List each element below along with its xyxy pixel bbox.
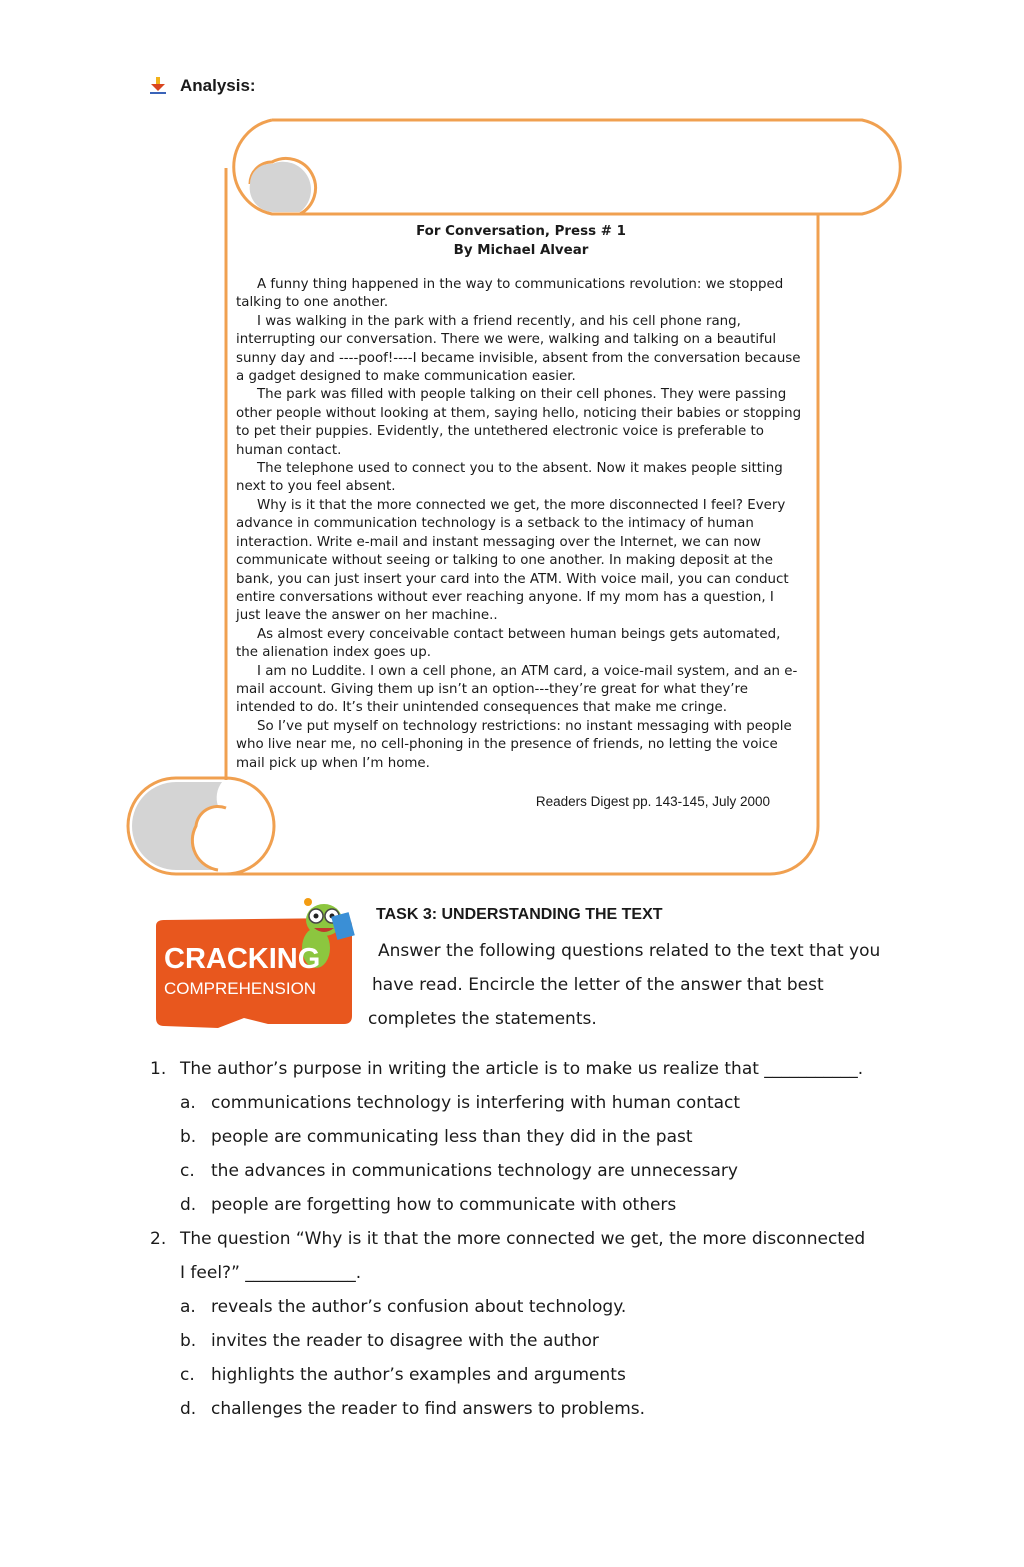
- question-text: I feel?” _____________.: [180, 1263, 362, 1283]
- article-paragraph: As almost every conceivable contact between human beings gets automated, the alienation index goes up.: [236, 626, 781, 661]
- option-text: communications technology is interfering with human contact: [211, 1093, 741, 1113]
- option-text: challenges the reader to find answers to problems.: [211, 1399, 646, 1419]
- article-paragraph: A funny thing happened in the way to communications revolution: we stopped talking to one another.: [236, 277, 784, 311]
- question-text: The author’s purpose in writing the article is to make us realize that ___________.: [180, 1059, 864, 1079]
- option-text: reveals the author’s confusion about technology.: [211, 1297, 627, 1317]
- option-letter[interactable]: b.: [180, 1127, 197, 1147]
- question-number: 2.: [150, 1229, 167, 1249]
- article-paragraph: Why is it that the more connected we get, the more disconnected I feel? Every advance in communication technology is a setback to the intimacy of human interaction. Write e-mail and instant messaging over the Internet, we can now communicate without seeing or talking to one another. In making deposit at the bank, you can just insert your card into the ATM. With voice mail, you can conduct entire conversations without ever reaching anyone. If my mom has a question, I just leave the answer on her machine..: [236, 497, 789, 624]
- article-paragraph: So I’ve put myself on technology restrictions: no instant messaging with people who live near me, no cell-phoning in the presence of friends, no letting the voice mail pick up when I’m home.: [236, 718, 792, 771]
- cracking-comprehension-badge: [148, 896, 360, 1034]
- option-text: people are forgetting how to communicate with others: [211, 1195, 677, 1215]
- article-paragraph: The telephone used to connect you to the absent. Now it makes people sitting next to you feel absent.: [236, 461, 783, 495]
- article-title: For Conversation, Press # 1: [416, 224, 626, 239]
- question-number: 1.: [150, 1059, 167, 1079]
- option-letter[interactable]: c.: [180, 1365, 195, 1385]
- bottom-curl: [132, 782, 222, 870]
- option-letter[interactable]: d.: [180, 1195, 197, 1215]
- badge-title: CRACKING: [164, 943, 321, 975]
- article-paragraph: The park was filled with people talking on their cell phones. They were passing other people without looking at them, saying hello, noticing their babies or stopping to pet their puppies. Evidently, the untethered electronic voice is preferable to human contact.: [236, 387, 802, 458]
- option-text: highlights the author’s examples and arguments: [211, 1365, 626, 1385]
- task-title: TASK 3: UNDERSTANDING THE TEXT: [376, 906, 663, 923]
- badge-subtitle: COMPREHENSION: [164, 979, 317, 998]
- section-heading: Analysis:: [180, 76, 256, 95]
- option-text: the advances in communications technology are unnecessary: [211, 1161, 738, 1181]
- article-paragraph: I am no Luddite. I own a cell phone, an ATM card, a voice-mail system, and an e-mail account. Giving them up isn’t an option---they’re great for what they’re intended to do. It’s their unintended consequences that make me cringe.: [236, 663, 798, 716]
- article-paragraph: I was walking in the park with a friend recently, and his cell phone rang, interrupting our conversation. There we were, walking and talking on a beautiful sunny day and ----poof!----I became invisible, absent from the conversation because a gadget designed to make communication easier.: [236, 313, 801, 385]
- top-curl: [250, 162, 311, 212]
- article-body: [236, 276, 802, 773]
- option-text: invites the reader to disagree with the author: [211, 1331, 599, 1351]
- option-letter[interactable]: c.: [180, 1161, 195, 1181]
- option-letter[interactable]: a.: [180, 1297, 196, 1317]
- option-text: people are communicating less than they did in the past: [211, 1127, 693, 1147]
- option-letter[interactable]: a.: [180, 1093, 196, 1113]
- instruction-line: Answer the following questions related to the text that you: [378, 941, 881, 961]
- question-text: The question “Why is it that the more connected we get, the more disconnected: [180, 1229, 866, 1249]
- article-source: Readers Digest pp. 143-145, July 2000: [535, 794, 770, 809]
- article-author: By Michael Alvear: [453, 243, 589, 258]
- instruction-line: completes the statements.: [368, 1009, 597, 1029]
- option-letter[interactable]: d.: [180, 1399, 197, 1419]
- option-letter[interactable]: b.: [180, 1331, 197, 1351]
- instruction-line: have read. Encircle the letter of the answer that best: [372, 975, 824, 995]
